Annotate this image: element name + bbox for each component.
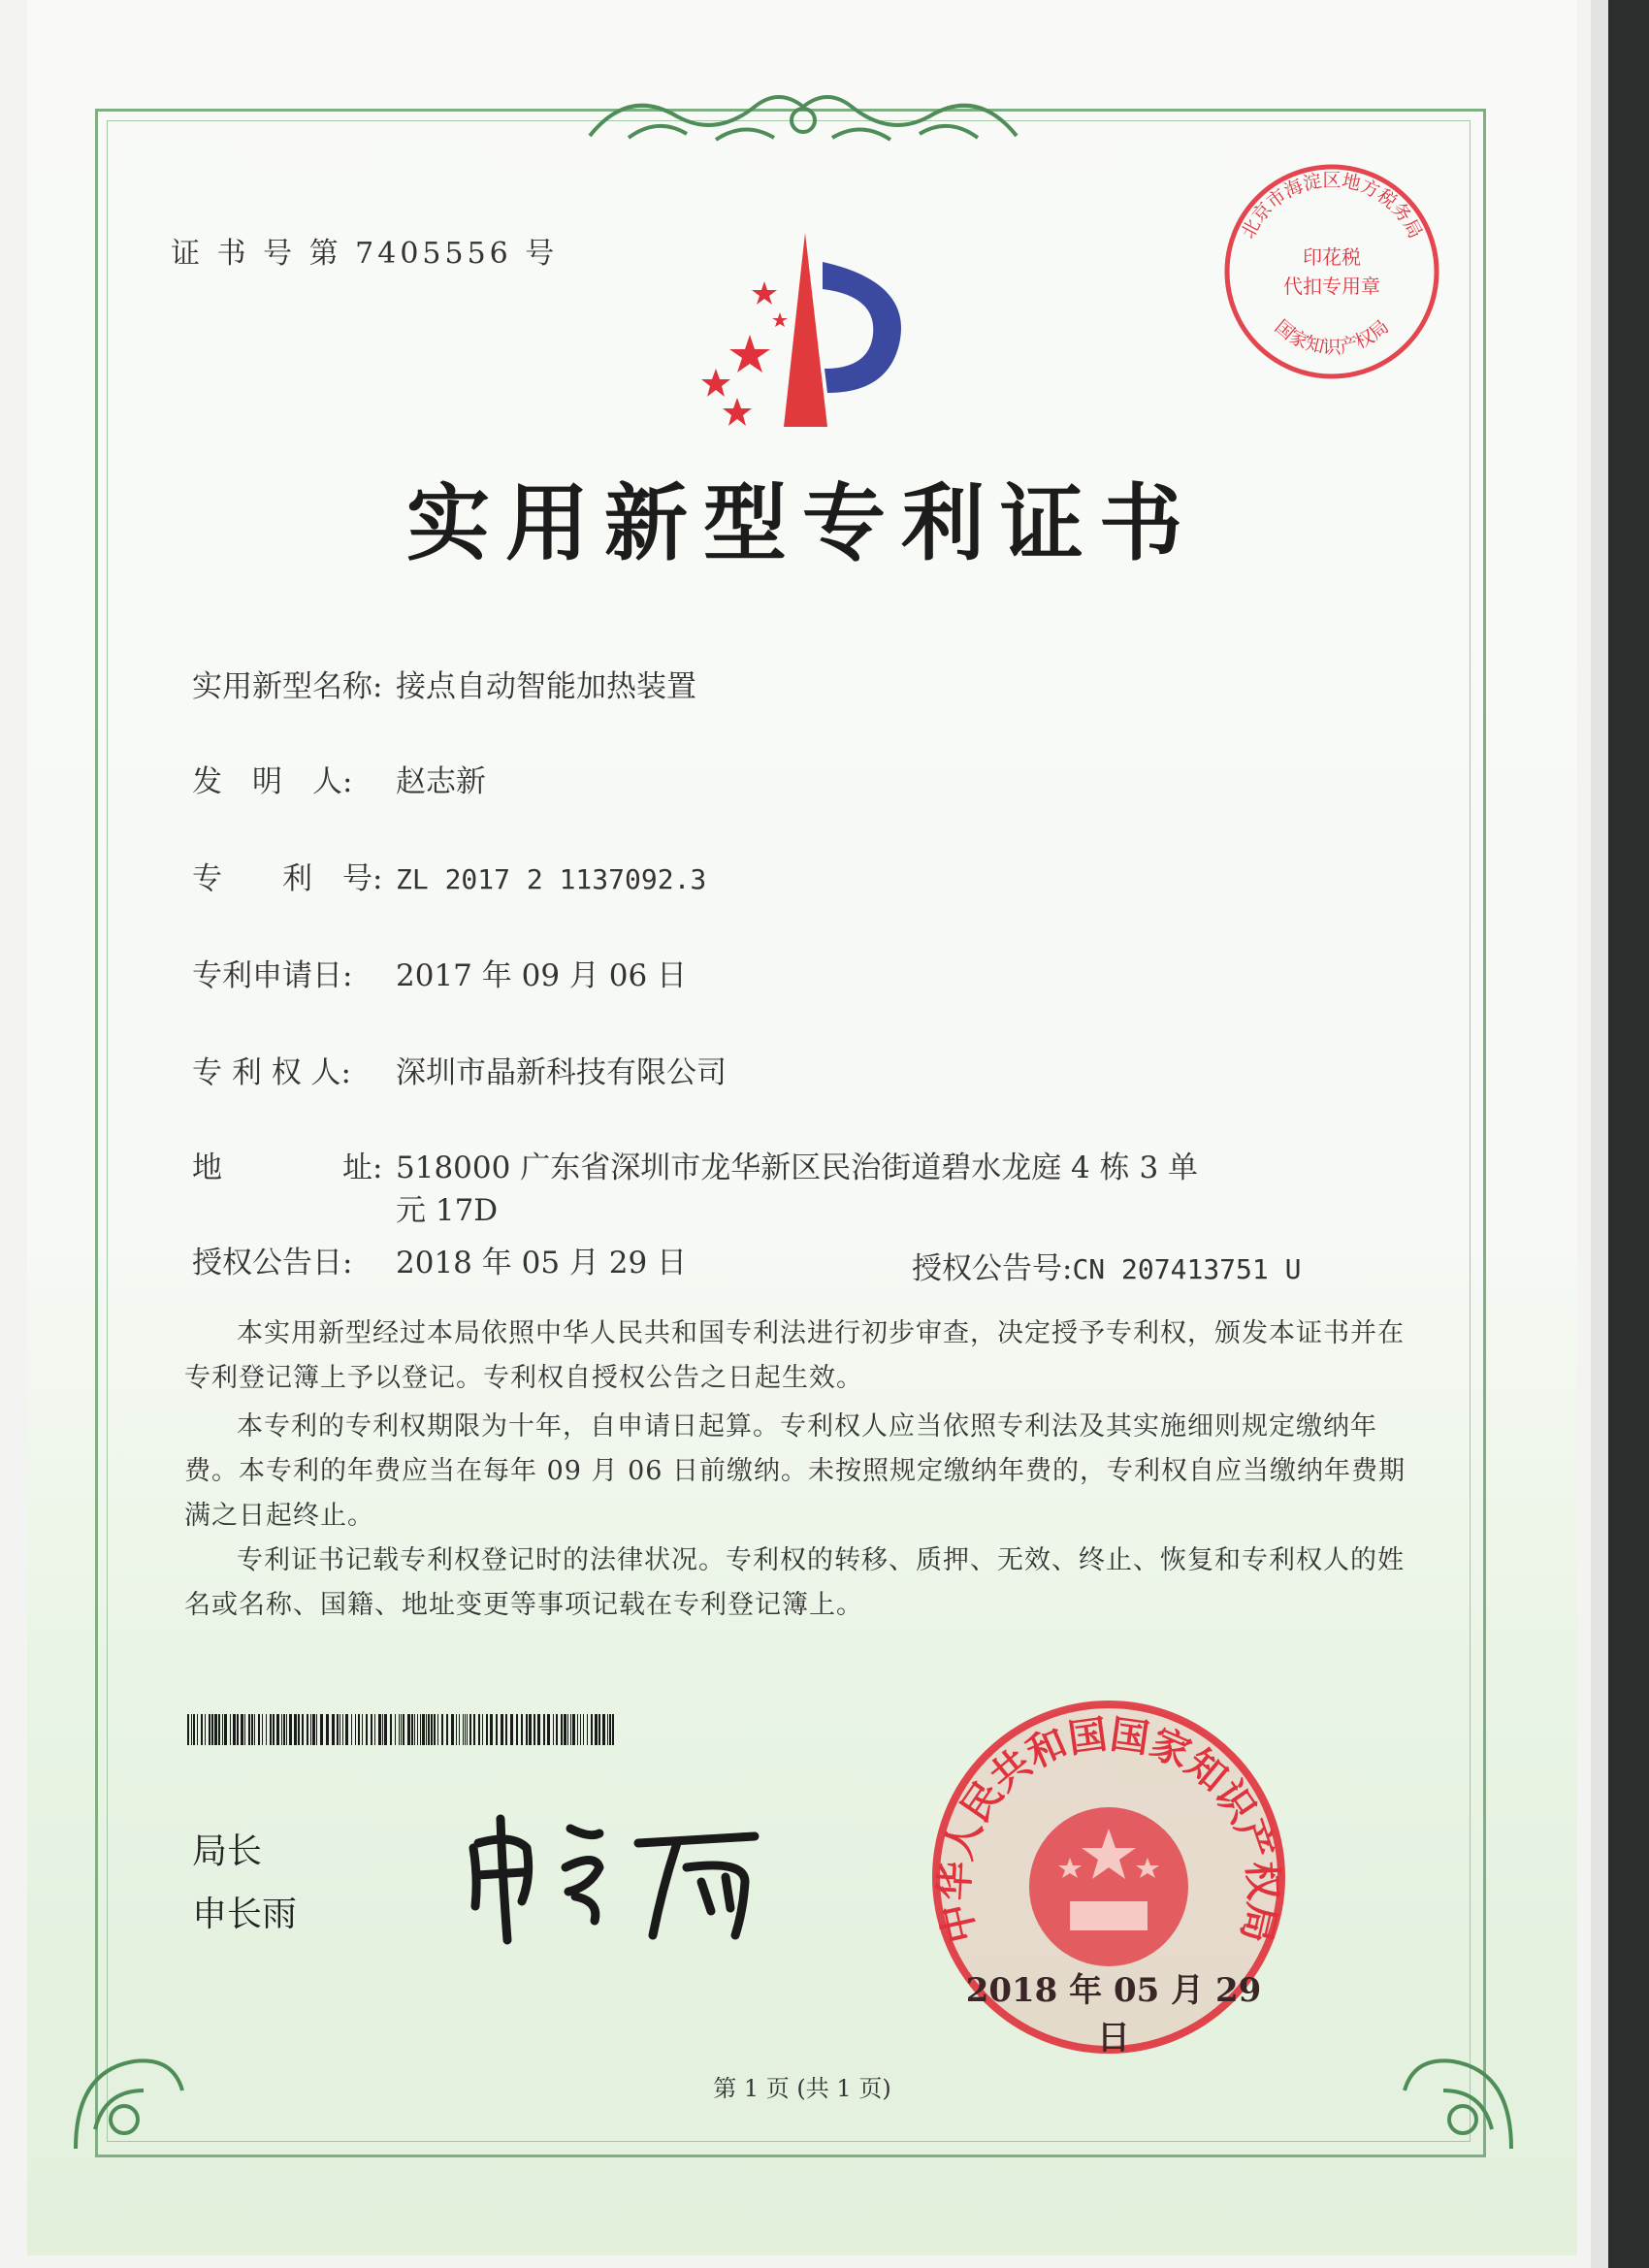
barcode-bar <box>580 1714 581 1745</box>
barcode-bar <box>564 1714 566 1745</box>
barcode-bar <box>469 1714 471 1745</box>
barcode-bar <box>607 1714 608 1745</box>
scan-shadow <box>1591 0 1608 2268</box>
barcode-bar <box>390 1714 392 1745</box>
barcode-bar <box>403 1714 404 1745</box>
barcode-bar <box>529 1714 532 1745</box>
barcode-bar <box>422 1714 425 1745</box>
barcode-bar <box>401 1714 402 1745</box>
seal-date: 2018 年 05 月 29 日 <box>965 1971 1262 2057</box>
barcode-bar <box>209 1714 210 1745</box>
barcode-bar <box>316 1714 317 1745</box>
barcode-bar <box>276 1714 279 1745</box>
barcode-bar <box>547 1714 550 1745</box>
field-grant-date <box>192 1238 687 1281</box>
barcode-bar <box>587 1714 588 1745</box>
barcode-bar <box>420 1714 421 1745</box>
barcode-bar <box>556 1714 558 1745</box>
patent-office-logo-icon <box>658 223 949 437</box>
barcode-bar <box>197 1714 198 1745</box>
certificate-title: 实用新型专利证书 <box>406 474 1198 572</box>
director-signature <box>454 1799 823 1945</box>
barcode-bar <box>281 1714 282 1745</box>
field-address-line2: 元 17D <box>396 1193 499 1228</box>
barcode-bar <box>426 1714 427 1745</box>
barcode-bar <box>490 1714 493 1745</box>
tax-seal-center-line2: 代扣专用章 <box>1283 275 1380 298</box>
barcode-bar <box>459 1714 460 1745</box>
barcode-bar <box>248 1714 250 1745</box>
barcode-bar <box>411 1714 413 1745</box>
paragraph-term: 本专利的专利权期限为十年，自申请日起算。专利权人应当依照专利法及其实施细则规定缴纳年费。本专利的年费应当在每年 09 月 06 日前缴纳。未按照规定缴纳年费的，专利权自应当缴纳年费期满之日起终止。 <box>184 1411 1406 1531</box>
barcode-bar <box>465 1714 466 1745</box>
barcode-bar <box>307 1714 308 1745</box>
tax-seal-center-line1: 印花税 <box>1303 245 1361 269</box>
barcode-bar <box>395 1714 396 1745</box>
barcode-bar <box>505 1714 507 1745</box>
barcode-bar <box>526 1714 528 1745</box>
barcode-bar <box>358 1714 360 1745</box>
field-value: 赵志新 <box>396 764 486 799</box>
field-label: 实用新型名称: <box>192 669 383 704</box>
field-name <box>192 662 696 705</box>
barcode-bar <box>258 1714 260 1745</box>
field-patent-no <box>192 854 706 897</box>
field-value: 2017 年 09 月 06 日 <box>396 958 688 993</box>
barcode-bar <box>598 1714 600 1745</box>
barcode-bar <box>521 1714 523 1745</box>
field-value: 深圳市晶新科技有限公司 <box>396 1055 727 1090</box>
barcode-bar <box>437 1714 438 1745</box>
barcode-bar <box>583 1714 584 1745</box>
barcode-bar <box>337 1714 339 1745</box>
barcode-bar <box>428 1714 430 1745</box>
certificate-number: 证 书 号 第 7405556 号 <box>171 237 559 271</box>
barcode-bar <box>233 1714 236 1745</box>
barcode-bar <box>567 1714 568 1745</box>
barcode-bar <box>378 1714 381 1745</box>
barcode-bar <box>320 1714 323 1745</box>
barcode-bar <box>384 1714 387 1745</box>
barcode-bar <box>602 1714 605 1745</box>
barcode-bar <box>463 1714 464 1745</box>
barcode-bar <box>366 1714 368 1745</box>
certificate-sheet <box>27 0 1577 2255</box>
field-label: 授权公告日: <box>192 1246 353 1280</box>
barcode-bar <box>572 1714 575 1745</box>
barcode-bar <box>298 1714 300 1745</box>
barcode-bar <box>516 1714 518 1745</box>
barcode-bar <box>534 1714 535 1745</box>
director-name: 申长雨 <box>192 1895 298 1934</box>
barcode-bar <box>193 1714 195 1745</box>
barcode-bar <box>266 1714 267 1745</box>
barcode-bar <box>270 1714 272 1745</box>
barcode-bar <box>312 1714 315 1745</box>
top-ornament-icon <box>570 78 1036 155</box>
barcode-bar <box>478 1714 480 1745</box>
field-label: 授权公告号: <box>912 1251 1073 1286</box>
barcode-bar <box>371 1714 372 1745</box>
field-label: 发 明 人: <box>192 764 353 799</box>
barcode-bar <box>446 1714 448 1745</box>
barcode-bar <box>441 1714 443 1745</box>
barcode <box>187 1714 614 1745</box>
barcode-bar <box>326 1714 329 1745</box>
barcode-bar <box>283 1714 285 1745</box>
barcode-bar <box>501 1714 503 1745</box>
tax-seal-bottom-text: 国家知识产权局 <box>1270 315 1394 358</box>
barcode-bar <box>302 1714 304 1745</box>
barcode-bar <box>254 1714 255 1745</box>
barcode-bar <box>451 1714 454 1745</box>
barcode-bar <box>382 1714 383 1745</box>
barcode-bar <box>241 1714 243 1745</box>
barcode-bar <box>414 1714 415 1745</box>
field-value: ZL 2017 2 1137092.3 <box>396 863 707 895</box>
barcode-bar <box>543 1714 545 1745</box>
barcode-bar <box>467 1714 468 1745</box>
barcode-bar <box>345 1714 348 1745</box>
barcode-bar <box>310 1714 311 1745</box>
field-value: 2018 年 05 月 29 日 <box>396 1246 688 1280</box>
field-grant-no <box>912 1244 1301 1287</box>
barcode-bar <box>286 1714 287 1745</box>
barcode-bar <box>342 1714 343 1745</box>
barcode-bar <box>609 1714 611 1745</box>
barcode-bar <box>237 1714 239 1745</box>
barcode-bar <box>595 1714 598 1745</box>
barcode-bar <box>434 1714 436 1745</box>
barcode-bar <box>332 1714 335 1745</box>
barcode-bar <box>561 1714 563 1745</box>
barcode-bar <box>230 1714 231 1745</box>
field-label: 地 址: <box>192 1150 383 1185</box>
barcode-bar <box>355 1714 356 1745</box>
barcode-bar <box>191 1714 192 1745</box>
barcode-bar <box>570 1714 571 1745</box>
barcode-bar <box>289 1714 292 1745</box>
barcode-bar <box>187 1714 189 1745</box>
seal-ring-text: 中华人民共和国国家知识产权局 <box>931 1711 1286 1948</box>
barcode-bar <box>251 1714 253 1745</box>
barcode-bar <box>591 1714 593 1745</box>
barcode-bar <box>577 1714 578 1745</box>
barcode-bar <box>407 1714 410 1745</box>
barcode-bar <box>214 1714 217 1745</box>
barcode-bar <box>537 1714 540 1745</box>
barcode-bar <box>496 1714 498 1745</box>
field-value: 518000 广东省深圳市龙华新区民治街道碧水龙庭 4 栋 3 单 <box>396 1150 1199 1185</box>
barcode-bar <box>211 1714 213 1745</box>
barcode-bar <box>473 1714 475 1745</box>
barcode-bar <box>222 1714 223 1745</box>
page-number: 第 1 页 (共 1 页) <box>713 2075 891 2102</box>
barcode-bar <box>362 1714 363 1745</box>
field-label: 专利申请日: <box>192 958 353 993</box>
barcode-bar <box>201 1714 203 1745</box>
barcode-bar <box>399 1714 400 1745</box>
barcode-bar <box>374 1714 375 1745</box>
tax-seal-ring-text: 北京市海淀区地方税务局 <box>1237 170 1427 243</box>
scan-edge <box>1608 0 1649 2268</box>
barcode-bar <box>553 1714 554 1745</box>
field-address <box>192 1143 1198 1186</box>
barcode-bar <box>612 1714 614 1745</box>
director-title: 局长 <box>192 1831 263 1871</box>
field-apply-date <box>192 951 687 994</box>
svg-text:北京市海淀区地方税务局 <box>1238 170 1426 242</box>
field-value: 接点自动智能加热装置 <box>396 669 696 704</box>
field-label: 专 利 号: <box>192 861 383 896</box>
barcode-bar <box>244 1714 245 1745</box>
barcode-bar <box>417 1714 418 1745</box>
barcode-bar <box>456 1714 457 1745</box>
barcode-bar <box>431 1714 433 1745</box>
barcode-bar <box>262 1714 263 1745</box>
barcode-bar <box>205 1714 206 1745</box>
barcode-bar <box>351 1714 352 1745</box>
barcode-bar <box>482 1714 483 1745</box>
barcode-bar <box>224 1714 227 1745</box>
barcode-bar <box>486 1714 488 1745</box>
field-holder <box>192 1048 727 1091</box>
paragraph-legal-status: 专利证书记载专利权登记时的法律状况。专利权的转移、质押、无效、终止、恢复和专利权人的姓名或名称、国籍、地址变更等事项记载在专利登记簿上。 <box>184 1545 1405 1620</box>
barcode-bar <box>294 1714 297 1745</box>
barcode-bar <box>273 1714 275 1745</box>
tax-seal-stamp <box>1215 155 1448 388</box>
svg-text:国家知识产权局 <box>1271 316 1393 358</box>
field-inventor <box>192 757 486 800</box>
barcode-bar <box>218 1714 220 1745</box>
field-label: 专 利 权 人: <box>192 1055 352 1090</box>
field-value: CN 207413751 U <box>1072 1253 1302 1285</box>
paragraph-grant: 本实用新型经过本局依照中华人民共和国专利法进行初步审查，决定授予专利权，颁发本证书并在专利登记簿上予以登记。专利权自授权公告之日起生效。 <box>184 1318 1405 1393</box>
barcode-bar <box>510 1714 513 1745</box>
